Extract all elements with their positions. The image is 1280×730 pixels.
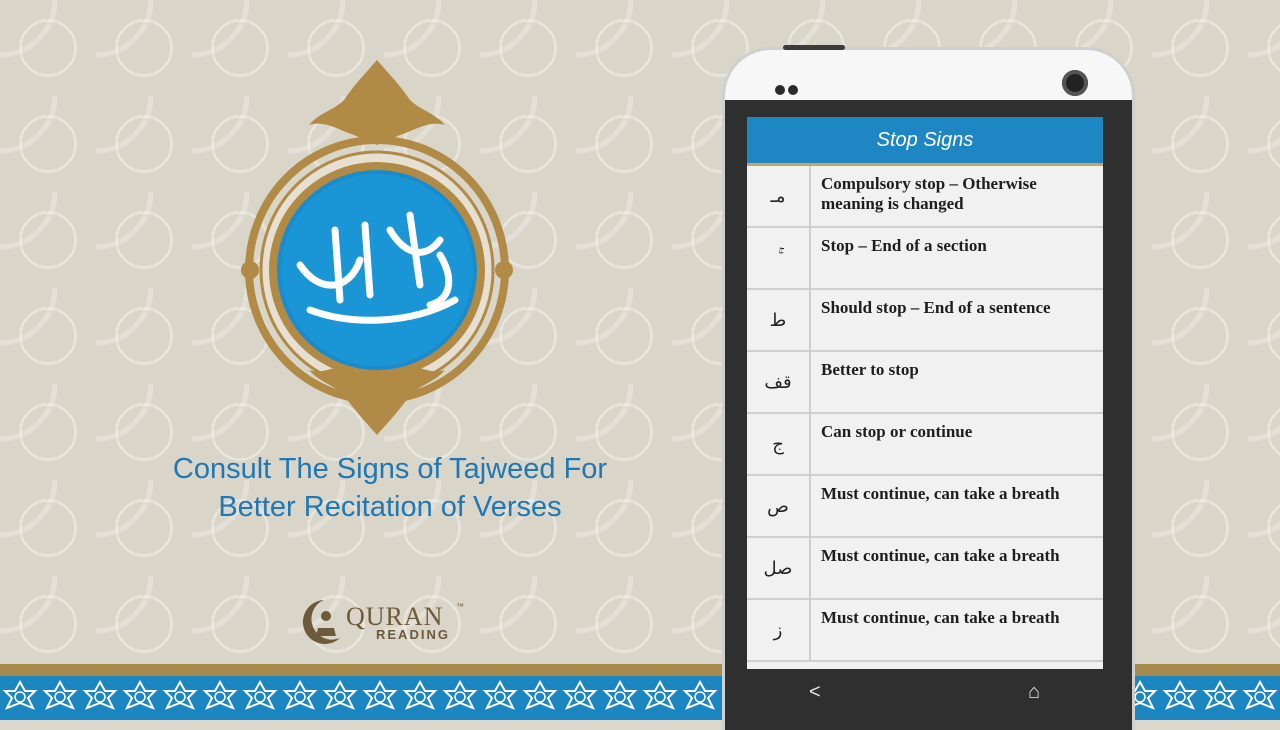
table-row[interactable] [747, 600, 1103, 662]
sign-cell: ز [747, 600, 811, 660]
tagline [130, 450, 650, 526]
brand-subtitle: READING [376, 627, 450, 642]
sign-cell: ط [747, 290, 811, 350]
description-cell: Stop – End of a section [821, 236, 987, 255]
home-icon[interactable]: ⌂ [1028, 681, 1041, 703]
table-row[interactable] [747, 166, 1103, 228]
stop-signs-table [747, 166, 1103, 662]
tagline-line1: Consult The Signs of Tajweed For [172, 453, 608, 485]
sign-cell: قف [747, 352, 811, 412]
tagline-line2: Better Recitation of Verses [218, 491, 562, 523]
description-cell: Should stop – End of a sentence [821, 298, 1051, 317]
description-cell: Can stop or continue [821, 422, 973, 441]
table-row[interactable] [747, 228, 1103, 290]
description-cell: Compulsory stop – Otherwise meaning is changed [821, 174, 1037, 213]
sign-cell: ص [747, 476, 811, 536]
description-cell: Must continue, can take a breath [821, 484, 1060, 503]
phone-sensors [775, 82, 801, 100]
sign-cell: مـ [747, 166, 811, 226]
table-row[interactable] [747, 352, 1103, 414]
screen-title: Stop Signs [747, 117, 1103, 166]
quran-emblem [240, 55, 515, 440]
camera-icon [1062, 70, 1088, 96]
description-cell: Better to stop [821, 360, 919, 379]
sign-cell [747, 228, 811, 288]
description-cell: Must continue, can take a breath [821, 608, 1060, 627]
table-row[interactable] [747, 290, 1103, 352]
phone-mockup [725, 50, 1132, 730]
brand-name: QURAN [346, 602, 444, 631]
brand-trademark: ™ [456, 602, 464, 611]
back-chevron-icon[interactable]: < [809, 681, 821, 703]
sign-cell: ج [747, 414, 811, 474]
android-nav-bar [725, 675, 1132, 715]
sign-cell: صل [747, 538, 811, 598]
table-row[interactable] [747, 476, 1103, 538]
description-cell: Must continue, can take a breath [821, 546, 1060, 565]
brand-logo [296, 596, 476, 648]
app-screen [747, 117, 1103, 669]
phone-screen-frame [725, 100, 1132, 730]
table-row[interactable] [747, 538, 1103, 600]
table-row[interactable] [747, 414, 1103, 476]
crescent-reader-icon [296, 596, 346, 648]
phone-speaker [783, 45, 845, 50]
